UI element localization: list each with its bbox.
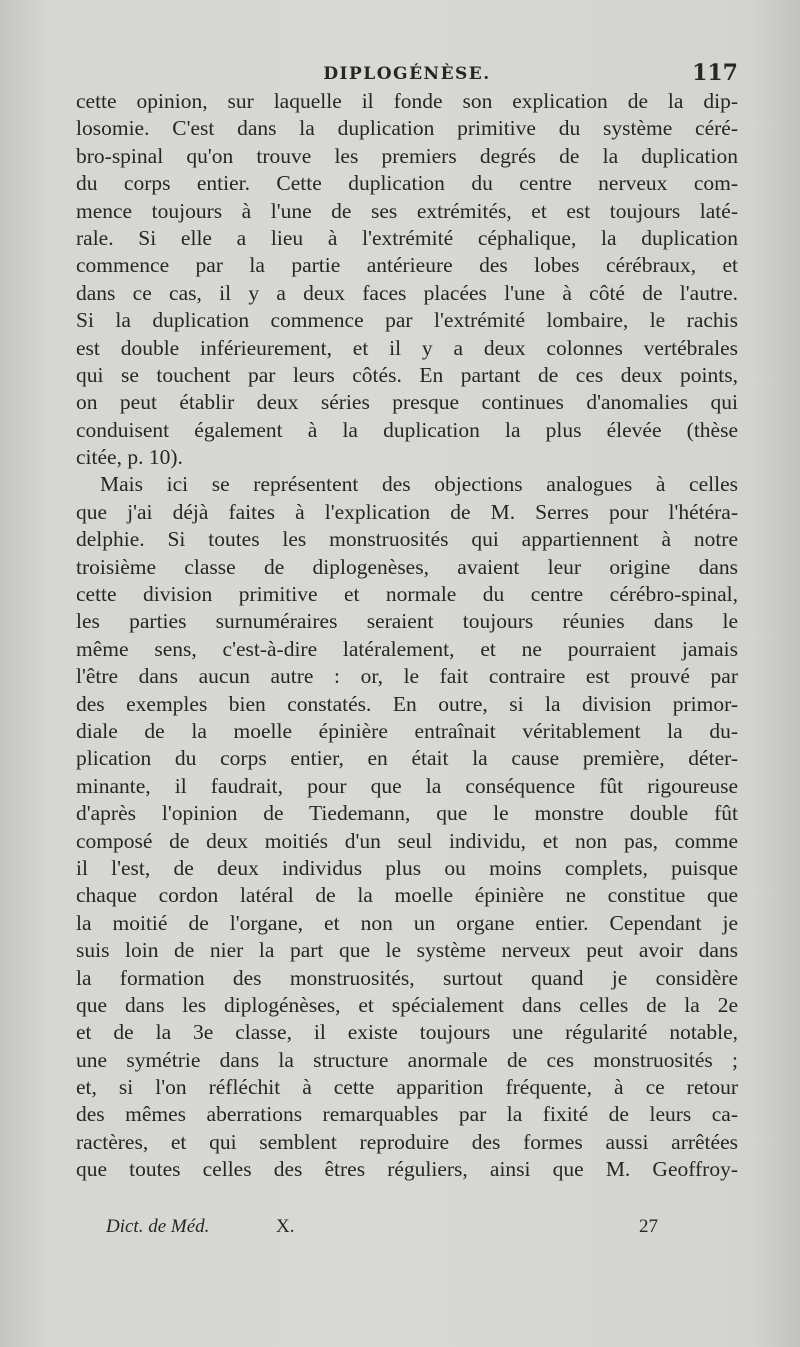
page-footer [76, 1216, 738, 1246]
text-line: la formation des monstruosités, surtout quand je considère [76, 965, 738, 990]
page-number: 117 [692, 60, 738, 86]
text-line: des exemples bien constatés. En outre, si la division primor- [76, 691, 738, 716]
text-line: bro-spinal qu'on trouve les premiers degrés de la duplication [76, 143, 738, 168]
volume-mark: X. [276, 1216, 295, 1237]
text-line: les parties surnuméraires seraient toujours réunies dans le [76, 609, 738, 634]
text-line: une symétrie dans la structure anormale de ces monstruosités ; [76, 1047, 738, 1072]
text-line: qui se touchent par leurs côtés. En partant de ces deux points, [76, 362, 738, 387]
text-line: que toutes celles des êtres réguliers, ainsi que M. Geoffroy- [76, 1157, 738, 1182]
text-line: conduisent également à la duplication la plus élevée (thèse [76, 417, 738, 442]
text-line: commence par la partie antérieure des lobes cérébraux, et [76, 253, 738, 278]
running-title: DIPLOGÉNÈSE. [323, 64, 491, 84]
text-line: et de la 3e classe, il existe toujours une régularité notable, [76, 1020, 738, 1045]
running-head [76, 60, 738, 90]
text-line: que dans les diplogénèses, et spécialement dans celles de la 2e [76, 992, 738, 1017]
text-line: l'être dans aucun autre : or, le fait contraire est prouvé par [76, 664, 738, 689]
text-line: d'après l'opinion de Tiedemann, que le monstre double fût [76, 801, 738, 826]
text-line: Mais ici se représentent des objections analogues à celles [100, 472, 738, 497]
text-line: ractères, et qui semblent reproduire des formes aussi arrêtées [76, 1129, 738, 1154]
text-line: plication du corps entier, en était la cause première, déter- [76, 746, 738, 771]
text-line: diale de la moelle épinière entraînait véritablement la du- [76, 718, 738, 743]
signature-mark: Dict. de Méd. [106, 1216, 210, 1237]
text-line: du corps entier. Cette duplication du centre nerveux com- [76, 171, 738, 196]
text-line: et, si l'on réfléchit à cette apparition fréquente, à ce retour [76, 1075, 738, 1100]
text-line: citée, p. 10). [76, 445, 183, 470]
text-line: dans ce cas, il y a deux faces placées l'une à côté de l'autre. [76, 280, 738, 305]
text-line: rale. Si elle a lieu à l'extrémité céphalique, la duplication [76, 225, 738, 250]
text-line: cette division primitive et normale du centre cérébro-spinal, [76, 582, 738, 607]
text-line: est double inférieurement, et il y a deux colonnes vertébrales [76, 335, 738, 360]
text-line: il l'est, de deux individus plus ou moins complets, puisque [76, 855, 738, 880]
text-line: delphie. Si toutes les monstruosités qui appartiennent à notre [76, 527, 738, 552]
text-line: composé de deux moitiés d'un seul individu, et non pas, comme [76, 828, 738, 853]
text-line: que j'ai déjà faites à l'explication de M. Serres pour l'hétéra- [76, 499, 738, 524]
text-line: des mêmes aberrations remarquables par la fixité de leurs ca- [76, 1102, 738, 1127]
text-line: cette opinion, sur laquelle il fonde son explication de la dip- [76, 89, 738, 113]
body-text [76, 88, 738, 1184]
text-line: même sens, c'est-à-dire latéralement, et ne pourraient jamais [76, 636, 738, 661]
text-line: losomie. C'est dans la duplication primitive du système céré- [76, 116, 738, 141]
text-line: chaque cordon latéral de la moelle épinière ne constitue que [76, 883, 738, 908]
text-line: mence toujours à l'une de ses extrémités, et est toujours laté- [76, 198, 738, 223]
text-line: Si la duplication commence par l'extrémité lombaire, le rachis [76, 308, 738, 333]
text-line: suis loin de nier la part que le système nerveux peut avoir dans [76, 938, 738, 963]
text-line: la moitié de l'organe, et non un organe entier. Cependant je [76, 910, 738, 935]
text-line: troisième classe de diplogenèses, avaient leur origine dans [76, 554, 738, 579]
text-line: minante, il faudrait, pour que la conséquence fût rigoureuse [76, 773, 738, 798]
quire-number: 27 [639, 1216, 658, 1237]
text-line: on peut établir deux séries presque continues d'anomalies qui [76, 390, 738, 415]
